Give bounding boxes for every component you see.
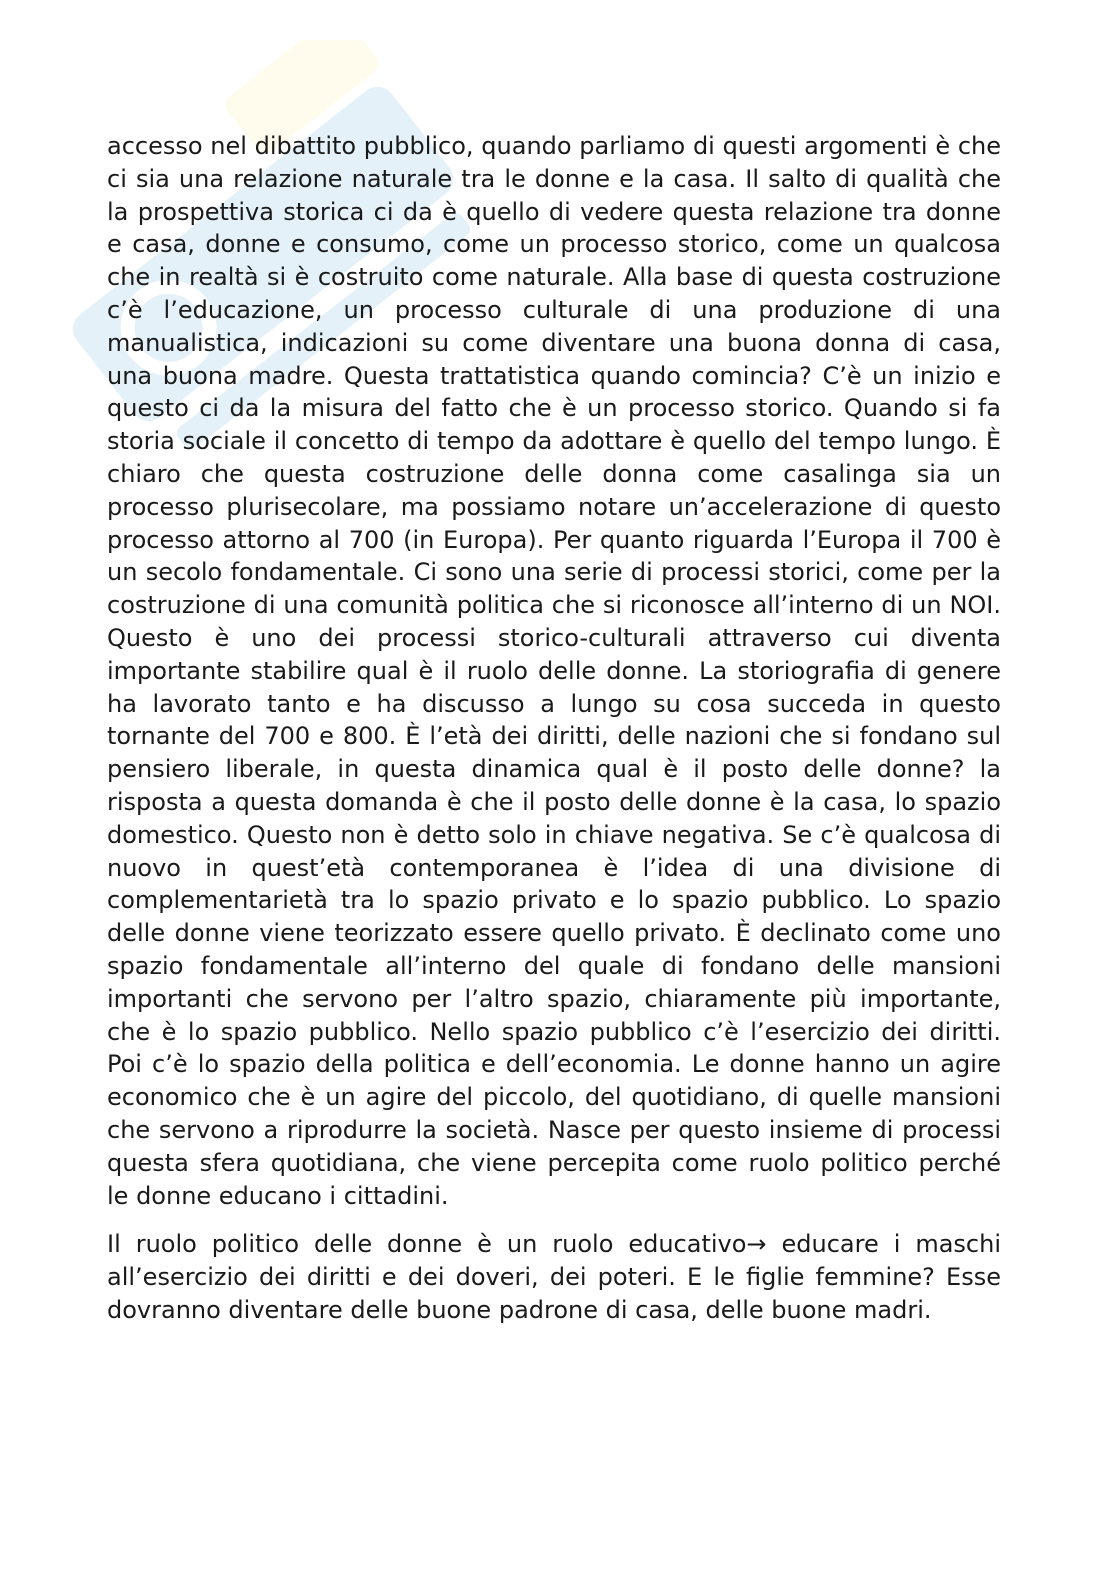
document-body: [107, 130, 1001, 1343]
paragraph-2: Il ruolo politico delle donne è un ruolo educativo→ educare i maschi all’esercizio dei diritti e dei doveri, dei poteri. E le figlie femmine? Esse dovranno diventare delle buone padrone di casa, delle buone madri.: [107, 1230, 1001, 1324]
paragraph-1: accesso nel dibattito pubblico, quando parliamo di questi argomenti è che ci sia una relazione naturale tra le donne e la casa. Il salto di qualità che la prospettiva storica ci da è quello di vedere questa relazione tra donne e casa, donne e consumo, come un processo storico, come un qualcosa che in realtà si è costruito come naturale. Alla base di questa costruzione c’è l’educazione, un processo culturale di una produzione di una manualistica, indicazioni su come diventare una buona donna di casa, una buona madre. Questa trattatistica quando comincia? C’è un inizio e questo ci da la misura del fatto che è un processo storico. Quando si fa storia sociale il concetto di tempo da adottare è quello del tempo lungo. È chiaro che questa costruzione delle donna come casalinga sia un processo plurisecolare, ma possiamo notare un’accelerazione di questo processo attorno al 700 (in Europa). Per quanto riguarda l’Europa il 700 è un secolo fondamentale. Ci sono una serie di processi storici, come per la costruzione di una comunità politica che si riconosce all’interno di un NOI. Questo è uno dei processi storico-culturali attraverso cui diventa importante stabilire qual è il ruolo delle donne. La storiografia di genere ha lavorato tanto e ha discusso a lungo su cosa succeda in questo tornante del 700 e 800. È l’età dei diritti, delle nazioni che si fondano sul pensiero liberale, in questa dinamica qual è il posto delle donne? la risposta a questa domanda è che il posto delle donne è la casa, lo spazio domestico. Questo non è detto solo in chiave negativa. Se c’è qualcosa di nuovo in quest’età contemporanea è l’idea di una divisione di complementarietà tra lo spazio privato e lo spazio pubblico. Lo spazio delle donne viene teorizzato essere quello privato. È declinato come uno spazio fondamentale all’interno del quale di fondano delle mansioni importanti che servono per l’altro spazio, chiaramente più importante, che è lo spazio pubblico. Nello spazio pubblico c’è l’esercizio dei diritti. Poi c’è lo spazio della politica e dell’economia. Le donne hanno un agire economico che è un agire del piccolo, del quotidiano, di quelle mansioni che servono a riprodurre la società. Nasce per questo insieme di processi questa sfera quotidiana, che viene percepita come ruolo politico perché le donne educano i cittadini.: [107, 132, 1001, 1210]
